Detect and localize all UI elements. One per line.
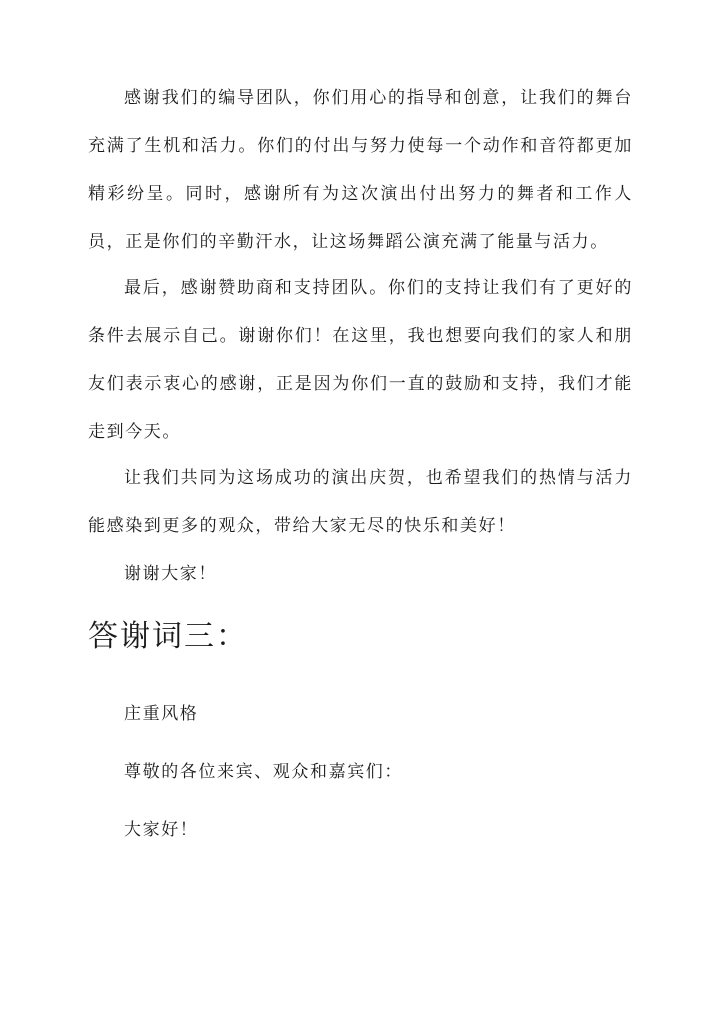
greeting: 大家好！	[124, 820, 199, 840]
paragraph-thanks-directors: 感谢我们的编导团队，你们用心的指导和创意，让我们的舞台充满了生机和活力。你们的付出与努力使每一个动作和音符都更加精彩纷呈。同时，感谢所有为这次演出付出努力的舞者和工作人员，正是你们的辛勤汗水，让这场舞蹈公演充满了能量与活力。	[88, 88, 633, 252]
salutation: 尊敬的各位来宾、观众和嘉宾们：	[124, 762, 403, 782]
paragraph-thanks-sponsors: 最后，感谢赞助商和支持团队。你们的支持让我们有了更好的条件去展示自己。谢谢你们！在这里，我也想要向我们的家人和朋友们表示衷心的感谢，正是因为你们一直的鼓励和支持，我们才能走到今天。	[88, 278, 633, 442]
section-heading: 答谢词三：	[88, 619, 248, 654]
paragraph-closing-thanks: 谢谢大家！	[124, 564, 217, 584]
style-label: 庄重风格	[124, 704, 199, 724]
paragraph-celebration: 让我们共同为这场成功的演出庆贺，也希望我们的热情与活力能感染到更多的观众，带给大家无尽的快乐和美好！	[88, 468, 633, 536]
